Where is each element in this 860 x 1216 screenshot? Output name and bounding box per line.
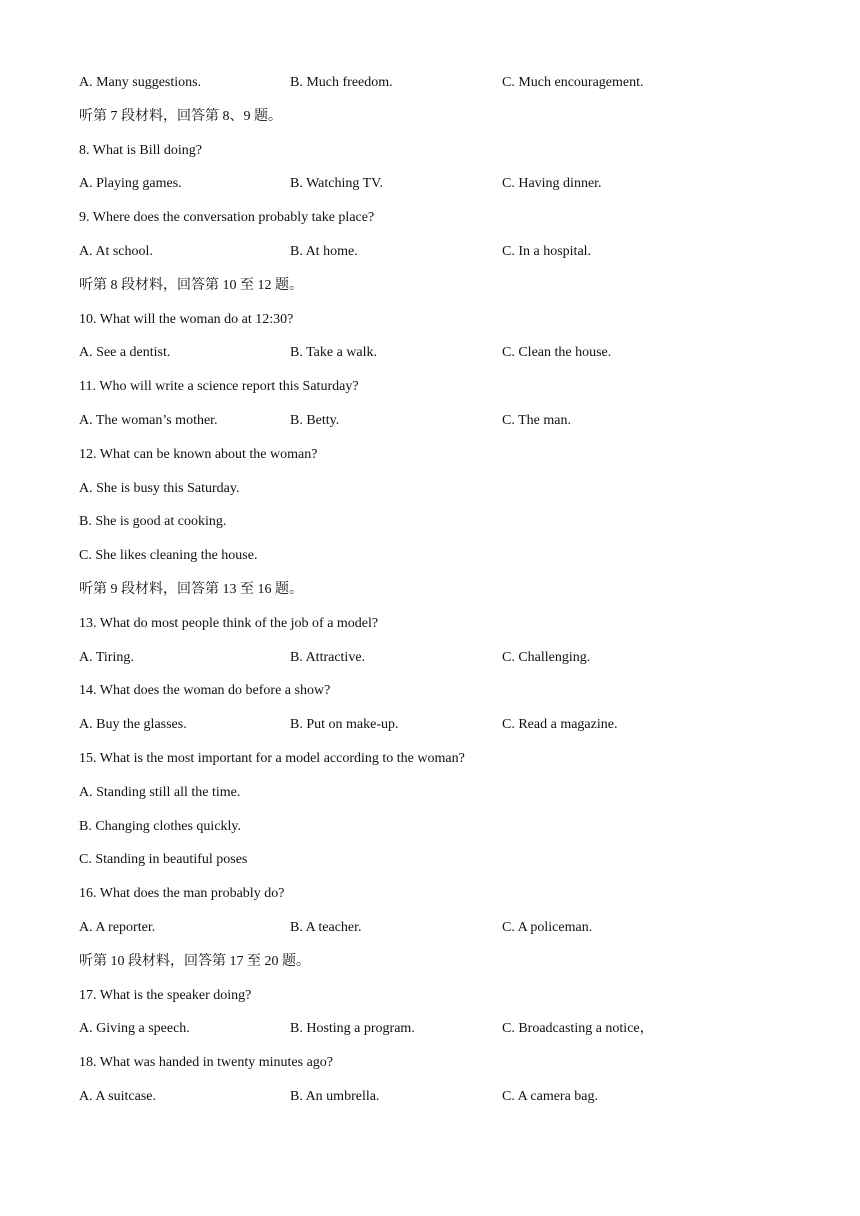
answer-option: C. Clean the house. xyxy=(502,345,612,361)
answer-option: C. Read a magazine. xyxy=(502,717,618,733)
answer-option: C. She likes cleaning the house. xyxy=(79,548,258,564)
answer-option: A. Many suggestions. xyxy=(79,75,202,90)
answer-option: B. Changing clothes quickly. xyxy=(79,818,242,834)
answer-option: A. Playing games. xyxy=(79,176,182,192)
answer-option: C. Broadcasting a notice， xyxy=(502,1021,654,1037)
answer-option: B. Much freedom. xyxy=(290,75,393,90)
section-instruction: 听第 7 段材料，回答第 8、9 题。 xyxy=(79,108,282,124)
answer-option: B. She is good at cooking. xyxy=(79,514,227,530)
answer-option: C. Challenging. xyxy=(502,649,591,665)
answer-option: B. Take a walk. xyxy=(290,345,378,361)
section-instruction: 听第 8 段材料，回答第 10 至 12 题。 xyxy=(79,277,303,293)
question-text: 9. Where does the conversation probably take place? xyxy=(79,210,375,226)
answer-option: A. Buy the glasses. xyxy=(79,717,187,733)
section-instruction: 听第 9 段材料，回答第 13 至 16 题。 xyxy=(79,582,303,597)
answer-option: B. An umbrella. xyxy=(290,1089,380,1104)
answer-option: C. Much encouragement. xyxy=(502,75,644,90)
answer-option: A. See a dentist. xyxy=(79,345,171,361)
question-text: 10. What will the woman do at 12:30? xyxy=(79,311,294,327)
answer-option: A. Tiring. xyxy=(79,649,134,665)
question-text: 17. What is the speaker doing? xyxy=(79,987,252,1003)
answer-option: B. Betty. xyxy=(290,413,340,428)
question-text: 11. Who will write a science report this Saturday? xyxy=(79,379,359,395)
answer-option: B. Attractive. xyxy=(290,649,366,665)
answer-option: C. The man. xyxy=(502,413,571,428)
question-text: 8. What is Bill doing? xyxy=(79,142,203,158)
question-text: 14. What does the woman do before a show? xyxy=(79,683,331,699)
answer-option: A. A suitcase. xyxy=(79,1089,156,1104)
answer-option: A. Giving a speech. xyxy=(79,1021,190,1037)
question-text: 18. What was handed in twenty minutes ago? xyxy=(79,1055,334,1071)
answer-option: C. A policeman. xyxy=(502,920,593,935)
answer-option: C. In a hospital. xyxy=(502,244,592,259)
answer-option: C. Having dinner. xyxy=(502,176,602,192)
answer-option: C. A camera bag. xyxy=(502,1089,599,1104)
question-text: 12. What can be known about the woman? xyxy=(79,446,318,462)
section-instruction: 听第 10 段材料，回答第 17 至 20 题。 xyxy=(79,953,310,969)
question-text: 16. What does the man probably do? xyxy=(79,886,285,902)
answer-option: A. At school. xyxy=(79,244,153,259)
answer-option: A. Standing still all the time. xyxy=(79,784,241,800)
answer-option: A. She is busy this Saturday. xyxy=(79,480,240,496)
answer-option: B. Put on make-up. xyxy=(290,717,399,733)
answer-option: A. The woman’s mother. xyxy=(79,413,218,428)
question-text: 13. What do most people think of the job of a model? xyxy=(79,615,379,631)
answer-option: B. Watching TV. xyxy=(290,176,383,192)
answer-option: A. A reporter. xyxy=(79,920,156,935)
answer-option: B. At home. xyxy=(290,244,358,259)
question-text: 15. What is the most important for a model according to the woman? xyxy=(79,751,465,766)
answer-option: B. Hosting a program. xyxy=(290,1021,415,1037)
answer-option: C. Standing in beautiful poses xyxy=(79,852,248,868)
answer-option: B. A teacher. xyxy=(290,920,362,935)
